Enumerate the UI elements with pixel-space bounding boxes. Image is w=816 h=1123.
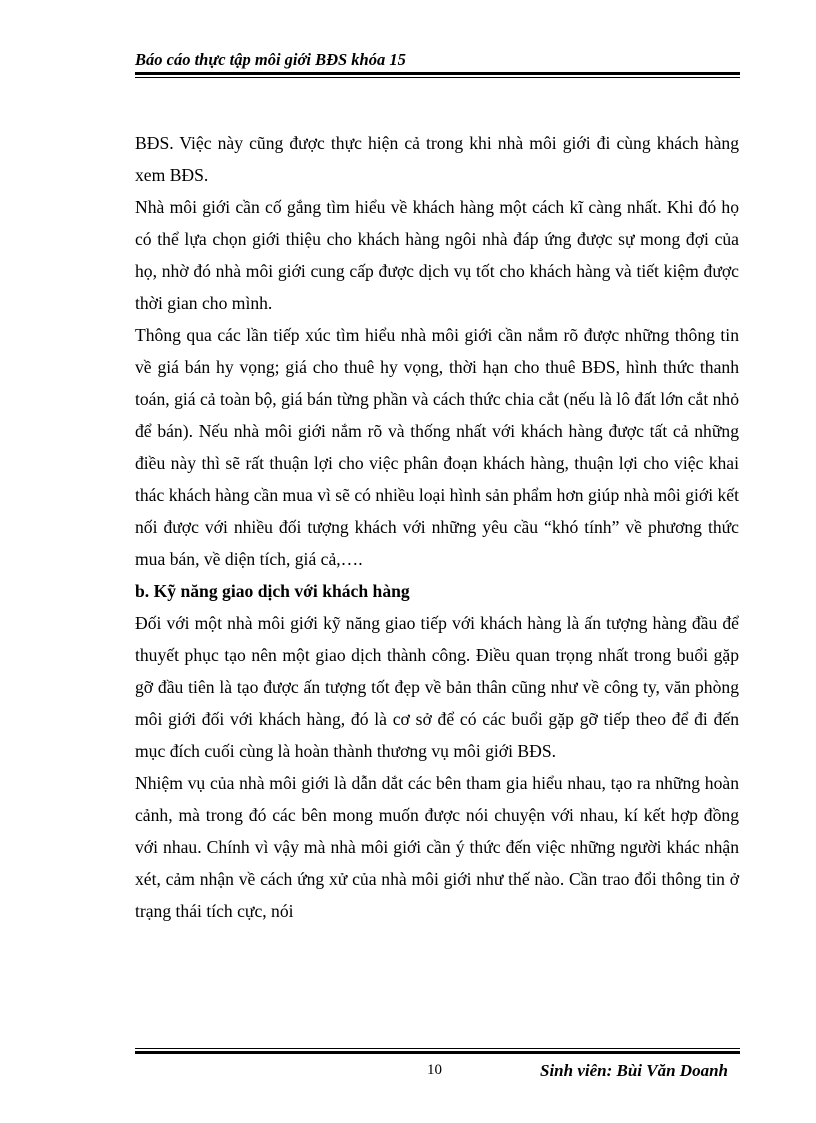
paragraph: Nhà môi giới cần cố gắng tìm hiểu về khách hàng một cách kĩ càng nhất. Khi đó họ có thể lựa chọn giới thiệu cho khách hàng ngôi nhà đáp ứng được sự mong đợi của họ, nhờ đó nhà môi giới cung cấp được dịch vụ tốt cho khách hàng và tiết kiệm được thời gian cho mình. (135, 197, 739, 313)
paragraph: Đối với một nhà môi giới kỹ năng giao tiếp với khách hàng là ấn tượng hàng đầu để thuyết phục tạo nên một giao dịch thành công. Điều quan trọng nhất trong buổi gặp gỡ đầu tiên là tạo được ấn tượng tốt đẹp về bản thân cũng như về công ty, văn phòng môi giới đối với khách hàng, đó là cơ sở để có các buổi gặp gỡ tiếp theo để đi đến mục đích cuối cùng là hoàn thành thương vụ môi giới BĐS. (135, 613, 739, 761)
header-rule-thin (135, 77, 740, 78)
footer-rule (135, 1051, 740, 1054)
page-footer (135, 1048, 740, 1088)
page-header (135, 50, 740, 70)
footer-rule-thin (135, 1048, 740, 1049)
paragraph: Thông qua các lần tiếp xúc tìm hiểu nhà môi giới cần nắm rõ được những thông tin về giá bán hy vọng; giá cho thuê hy vọng, thời hạn cho thuê BĐS, hình thức thanh toán, giá cả toàn bộ, giá bán từng phần và cách thức chia cắt (nếu là lô đất lớn cắt nhỏ để bán). Nếu nhà môi giới nắm rõ và thống nhất với khách hàng được tất cả những điều này thì sẽ rất thuận lợi cho việc phân đoạn khách hàng, thuận lợi cho việc khai thác khách hàng cần mua vì sẽ có nhiều loại hình sản phẩm hơn giúp nhà môi giới kết nối được với nhiều đối tượng khách với những yêu cầu “khó tính” về phương thức mua bán, về diện tích, giá cả,…. (135, 325, 739, 569)
paragraph: Nhiệm vụ của nhà môi giới là dẫn dắt các bên tham gia hiểu nhau, tạo ra những hoàn cảnh, mà trong đó các bên mong muốn được nói chuyện với nhau, kí kết hợp đồng với nhau. Chính vì vậy mà nhà môi giới cần ý thức đến việc những người khác nhận xét, cảm nhận về cách ứng xử của nhà môi giới như thế nào. Cần trao đổi thông tin ở trạng thái tích cực, nói (135, 773, 739, 921)
section-heading: b. Kỹ năng giao dịch với khách hàng (135, 581, 410, 601)
page-number: 10 (427, 1062, 442, 1078)
header-title: Báo cáo thực tập môi giới BĐS khóa 15 (135, 50, 406, 69)
student-name: Sinh viên: Bùi Văn Doanh (539, 1061, 728, 1080)
header-rule (135, 72, 740, 75)
paragraph: BĐS. Việc này cũng được thực hiện cả trong khi nhà môi giới đi cùng khách hàng xem BĐS. (135, 133, 739, 185)
document-body (135, 127, 739, 927)
